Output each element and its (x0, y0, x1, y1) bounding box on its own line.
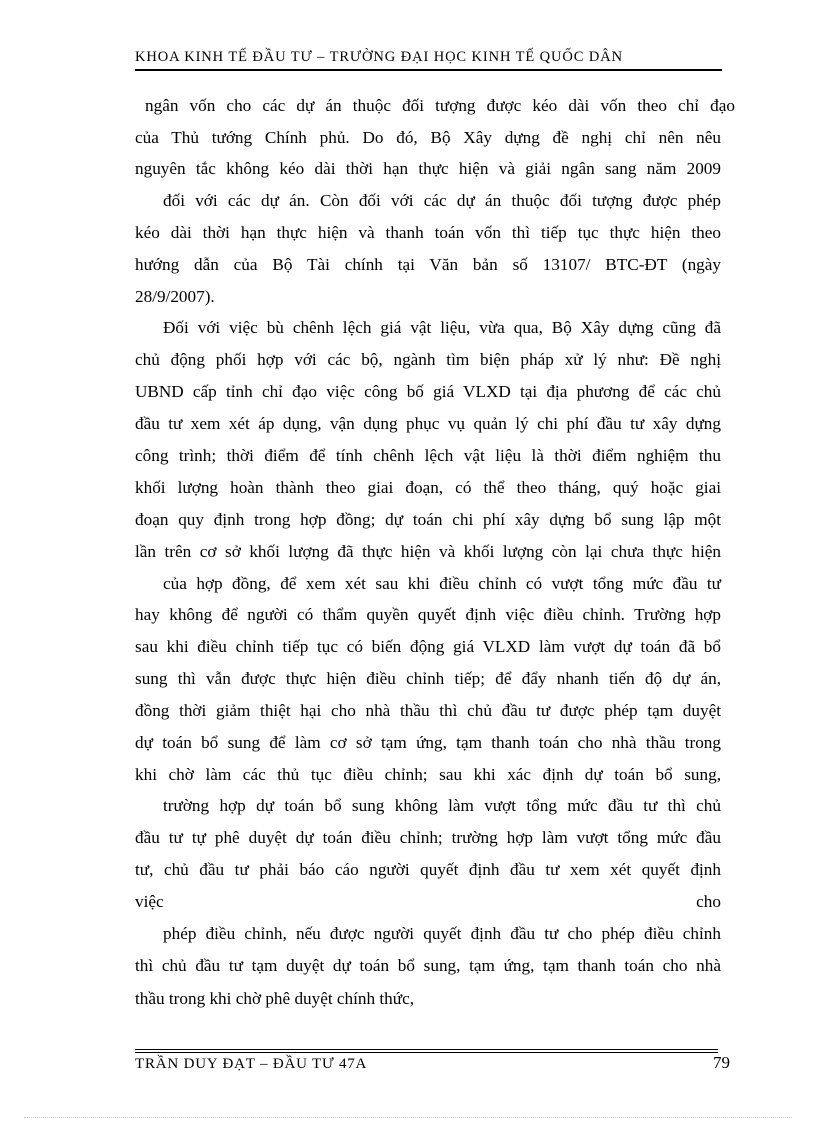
body-line: đầu tư tự phê duyệt dự toán điều chỉnh; trường hợp làm vượt tổng mức đầu (135, 828, 721, 847)
body-line: tư, chủ đầu tư phải báo cáo người quyết định đầu tư xem xét quyết định (135, 860, 721, 879)
body-line: công trình; thời điểm để tính chênh lệch vật liệu là thời điểm nghiệm thu (135, 446, 721, 465)
body-line: chủ động phối hợp với các bộ, ngành tìm biện pháp xử lý như: Đề nghị (135, 350, 721, 369)
body-line: đối với các dự án. Còn đối với các dự án thuộc đối tượng được phép (163, 191, 721, 210)
body-line: thầu trong khi chờ phê duyệt chính thức, (135, 989, 415, 1008)
body-line: 28/9/2007). (135, 287, 215, 306)
page-header: KHOA KINH TẾ ĐẦU TƯ – TRƯỜNG ĐẠI HỌC KINH TẾ QUỐC DÂN (135, 49, 722, 71)
body-line: ngân vốn cho các dự án thuộc đối tượng được kéo dài vốn theo chỉ đạo (145, 96, 735, 115)
body-line: sau khi điều chỉnh tiếp tục có biến động giá VLXD làm vượt dự toán đã bổ (135, 637, 721, 656)
body-line: dự toán bổ sung để làm cơ sở tạm ứng, tạm thanh toán cho nhà thầu trong (135, 733, 721, 752)
page-number: 79 (713, 1053, 730, 1072)
body-line: lần trên cơ sở khối lượng đã thực hiện và khối lượng còn lại chưa thực hiện (135, 542, 721, 561)
body-line: trường hợp dự toán bổ sung không làm vượt tổng mức đầu tư thì chủ (163, 796, 721, 815)
body-line: của Thủ tướng Chính phủ. Do đó, Bộ Xây dựng đề nghị chỉ nên nêu (135, 128, 721, 147)
body-line: nguyên tắc không kéo dài thời hạn thực hiện và giải ngân sang năm 2009 (135, 159, 721, 178)
body-line: thì chủ đầu tư tạm duyệt dự toán bổ sung, tạm ứng, tạm thanh toán cho nhà (135, 956, 721, 975)
body-line: UBND cấp tỉnh chỉ đạo việc công bố giá VLXD tại địa phương để các chủ (135, 382, 721, 401)
body-line: khi chờ làm các thủ tục điều chỉnh; sau khi xác định dự toán bổ sung, (135, 765, 721, 784)
footer-author: TRẦN DUY ĐẠT – ĐẦU TƯ 47A (135, 1056, 368, 1072)
body-line: Đối với việc bù chênh lệch giá vật liệu, vừa qua, Bộ Xây dựng cũng đã (163, 318, 721, 337)
body-line: khối lượng hoàn thành theo giai đoạn, có thể theo tháng, quý hoặc giai (135, 478, 721, 497)
body-line: đầu tư xem xét áp dụng, vận dụng phục vụ quản lý chi phí đầu tư xây dựng (135, 414, 721, 433)
body-line: hướng dẫn của Bộ Tài chính tại Văn bản số 13107/ BTC-ĐT (ngày (135, 255, 721, 274)
page-edge-dotted-line (24, 1117, 792, 1118)
body-line: việc cho (135, 892, 721, 911)
body-line: sung thì vẫn được thực hiện điều chỉnh tiếp; để đẩy nhanh tiến độ dự án, (135, 669, 721, 688)
body-line: đoạn quy định trong hợp đồng; dự toán chi phí xây dựng bổ sung lập một (135, 510, 721, 529)
body-line: đồng thời giảm thiệt hại cho nhà thầu thì chủ đầu tư được phép tạm duyệt (135, 701, 721, 720)
body-line: hay không để người có thẩm quyền quyết định việc điều chỉnh. Trường hợp (135, 605, 721, 624)
body-line: kéo dài thời hạn thực hiện và thanh toán vốn thì tiếp tục thực hiện theo (135, 223, 721, 242)
body-line: của hợp đồng, để xem xét sau khi điều chỉnh có vượt tổng mức đầu tư (163, 574, 721, 593)
body-line: phép điều chỉnh, nếu được người quyết định đầu tư cho phép điều chỉnh (163, 924, 721, 943)
footer-rule (135, 1049, 718, 1055)
